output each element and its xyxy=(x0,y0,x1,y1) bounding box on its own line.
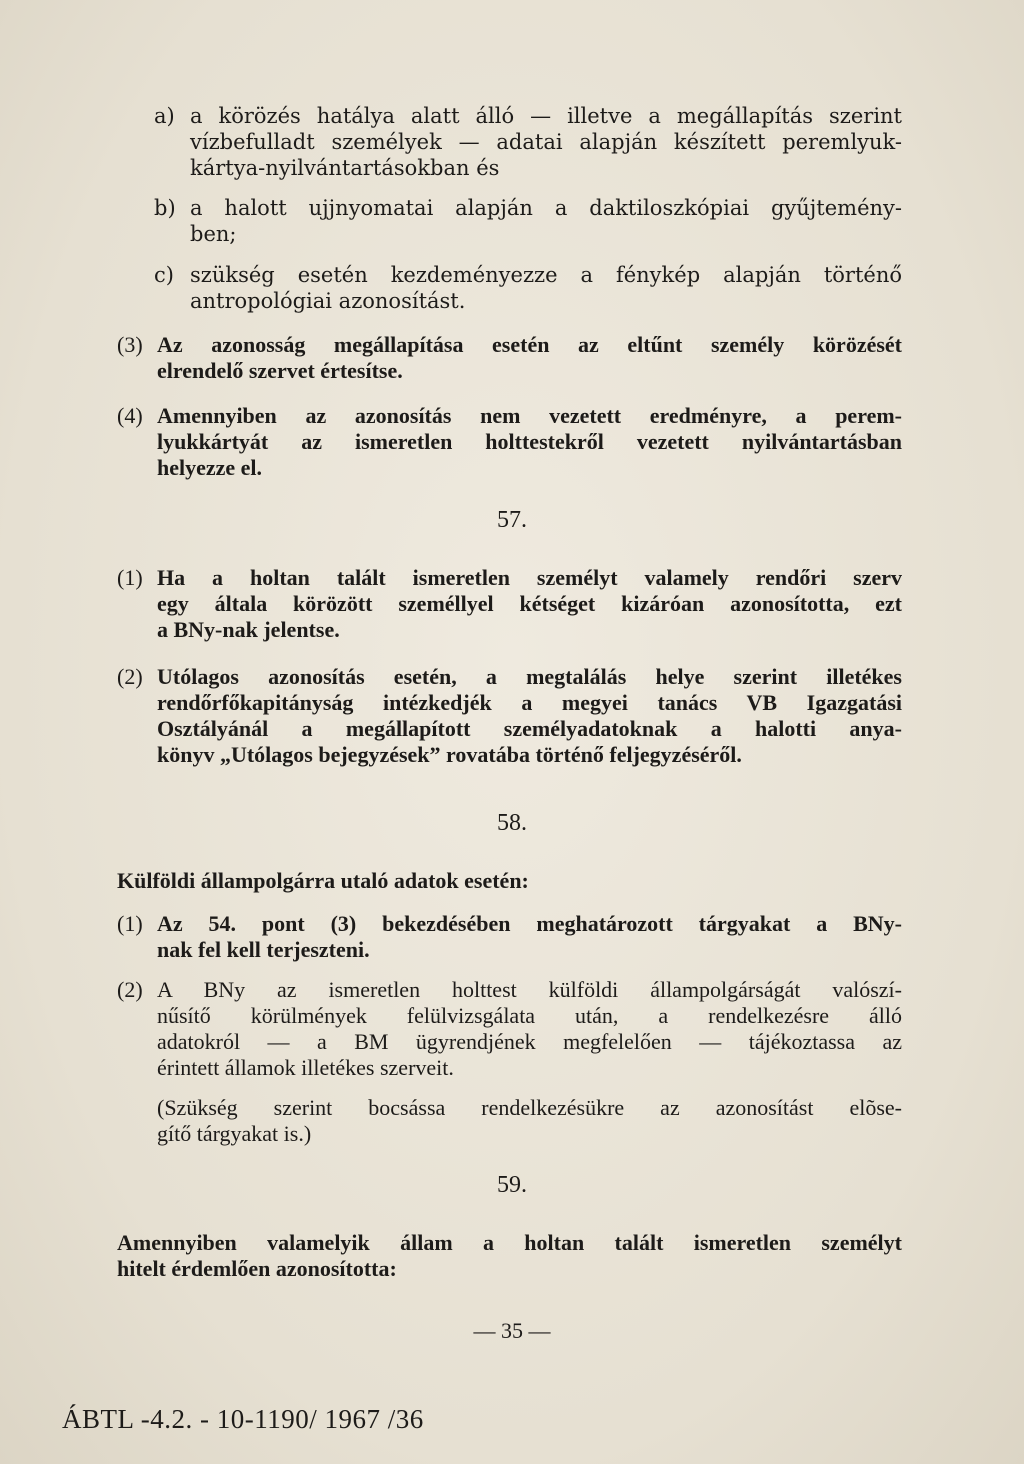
paragraph-4-line: lyukkártyát az ismeretlen holttestekről vezetett nyilvántartásban xyxy=(157,429,902,454)
section-heading-58: 58. xyxy=(497,810,527,836)
section-58-paragraph-2 xyxy=(117,977,902,1081)
paragraph-4 xyxy=(117,403,902,481)
section-58-note-line: gítő tárgyakat is.) xyxy=(157,1121,312,1146)
section-57-paragraph-2 xyxy=(117,664,902,768)
section-57-paragraph-2-label: (2) xyxy=(117,664,143,689)
section-57-paragraph-1 xyxy=(117,565,902,643)
item-a-line: vízbefulladt személyek — adatai alapján készített peremlyuk- xyxy=(190,130,902,154)
section-58-line: érintett államok illetékes szerveit. xyxy=(157,1055,454,1080)
paragraph-3 xyxy=(117,332,902,384)
section-57-line: egy általa körözött személlyel kétséget kizáróan azonosította, ezt xyxy=(157,591,902,616)
item-a-line: kártya-nyilvántartásokban és xyxy=(190,156,500,180)
section-heading-57: 57. xyxy=(497,507,527,533)
paragraph-4-label: (4) xyxy=(117,403,143,428)
item-b-line: ben; xyxy=(190,222,237,246)
section-58-paragraph-2-label: (2) xyxy=(117,977,143,1002)
section-heading-59: 59. xyxy=(497,1172,527,1198)
archive-reference: ÁBTL -4.2. - 10-1190/ 1967 /36 xyxy=(62,1404,424,1434)
section-58-note-line: (Szükség szerint bocsássa rendelkezésükre az azonosítást elõse- xyxy=(157,1095,902,1120)
section-58-line: adatokról — a BM ügyrendjének megfelelően — tájékoztassa az xyxy=(157,1029,902,1054)
section-58-note xyxy=(157,1095,902,1147)
section-58-line: nak fel kell terjeszteni. xyxy=(157,937,370,962)
section-59-intro xyxy=(117,1230,902,1282)
section-58-paragraph-1 xyxy=(117,911,902,963)
section-59-line: hitelt érdemlően azonosította: xyxy=(117,1256,397,1281)
paragraph-4-line: helyezze el. xyxy=(157,455,263,480)
section-57-line: Osztályánál a megállapított személyadatoknak a halotti anya- xyxy=(157,716,902,741)
item-c-line: antropológiai azonosítást. xyxy=(190,289,466,313)
item-b-label: b) xyxy=(154,196,176,220)
section-57-paragraph-1-label: (1) xyxy=(117,565,143,590)
item-a-label: a) xyxy=(154,104,175,128)
item-b-line: a halott ujjnyomatai alapján a daktiloszkópiai gyűjtemény- xyxy=(190,196,902,220)
paragraph-4-line: Amennyiben az azonosítás nem vezetett eredményre, a perem- xyxy=(157,403,902,428)
paragraph-3-line: elrendelő szervet értesítse. xyxy=(157,358,403,383)
item-a-line: a körözés hatálya alatt álló — illetve a megállapítás szerint xyxy=(190,104,902,128)
section-58-line: A BNy az ismeretlen holttest külföldi állampolgárságát valószí- xyxy=(157,977,902,1002)
section-59-line: Amennyiben valamelyik állam a holtan talált ismeretlen személyt xyxy=(117,1230,902,1255)
section-57-line: Ha a holtan talált ismeretlen személyt valamely rendőri szerv xyxy=(157,565,902,590)
paragraph-3-line: Az azonosság megállapítása esetén az eltűnt személy körözését xyxy=(157,332,902,357)
section-57-line: a BNy-nak jelentse. xyxy=(157,617,340,642)
section-58-line: nűsítő körülmények felülvizsgálata után, a rendelkezésre álló xyxy=(157,1003,902,1028)
section-57-line: könyv „Utólagos bejegyzések” rovatába történő feljegyzéséről. xyxy=(157,742,742,767)
item-c-label: c) xyxy=(154,263,174,287)
section-57-line: Utólagos azonosítás esetén, a megtalálás helye szerint illetékes xyxy=(157,664,902,689)
item-c-line: szükség esetén kezdeményezze a fénykép alapján történő xyxy=(190,263,902,287)
page-number: — 35 — xyxy=(473,1318,551,1343)
section-58-line: Az 54. pont (3) bekezdésében meghatározott tárgyakat a BNy- xyxy=(157,911,902,936)
item-b xyxy=(154,195,902,247)
section-58-paragraph-1-label: (1) xyxy=(117,911,143,936)
paragraph-3-label: (3) xyxy=(117,332,143,357)
item-c xyxy=(154,262,902,314)
section-57-line: rendőrfőkapitányság intézkedjék a megyei tanács VB Igazgatási xyxy=(157,690,902,715)
section-58-intro: Külföldi állampolgárra utaló adatok esetén: xyxy=(117,868,529,893)
item-a xyxy=(154,103,902,181)
